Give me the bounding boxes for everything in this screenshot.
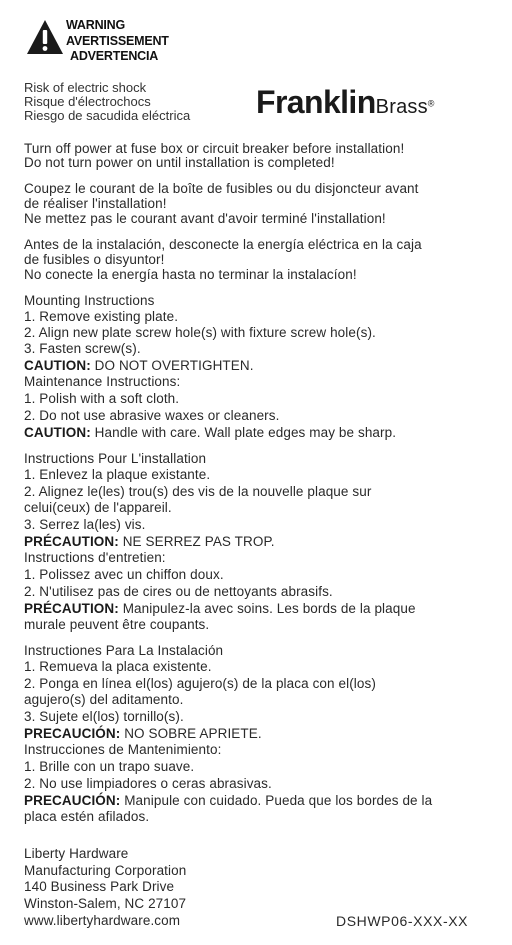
warning-label-es: ADVERTENCIA: [70, 49, 159, 63]
company-name: Manufacturing Corporation: [24, 863, 187, 878]
caution-line: [24, 793, 432, 809]
caution-label: PRECAUCIÓN:: [24, 726, 121, 741]
caution-line: [24, 534, 275, 550]
product-code: DSHWP06-XXX-XX: [336, 913, 469, 929]
fr-step: celui(ceux) de l'appareil.: [24, 500, 172, 515]
es-step: 2. Ponga en línea el(los) agujero(s) de la placa con el(los): [24, 676, 376, 691]
registered-mark: ®: [427, 98, 435, 109]
caution-label: CAUTION:: [24, 358, 91, 373]
caution-text: Manipule con cuidado. Pueda que los bordes de la: [120, 793, 433, 808]
power-en-line: Do not turn power on until installation is completed!: [24, 155, 335, 170]
caution-line: [24, 358, 254, 374]
power-es-line: de fusibles o disyuntor!: [24, 252, 165, 267]
es-step: agujero(s) del aditamento.: [24, 692, 184, 707]
caution-line: [24, 601, 416, 617]
warning-label-en: WARNING: [66, 18, 126, 32]
fr-maintenance-step: 1. Polissez avec un chiffon doux.: [24, 567, 224, 582]
caution-text-cont: murale peuvent être coupants.: [24, 617, 210, 632]
power-fr-line: de réaliser l'installation!: [24, 196, 167, 211]
caution-label: PRÉCAUTION:: [24, 601, 119, 616]
fr-step: 1. Enlevez la plaque existante.: [24, 467, 211, 482]
power-es-line: No conecte la energía hasta no terminar la instalacíon!: [24, 267, 357, 282]
mounting-step: 3. Fasten screw(s).: [24, 341, 141, 356]
maintenance-step: 2. Do not use abrasive waxes or cleaners.: [24, 408, 280, 423]
caution-label: PRÉCAUTION:: [24, 534, 119, 549]
caution-text: Manipulez-la avec soins. Les bords de la plaque: [118, 601, 416, 616]
es-maintenance-title: Instrucciones de Mantenimiento:: [24, 742, 222, 757]
mounting-step: 1. Remove existing plate.: [24, 309, 179, 324]
fr-maintenance-step: 2. N'utilisez pas de cires ou de nettoyants abrasifs.: [24, 584, 333, 599]
mounting-title: Mounting Instructions: [24, 293, 155, 308]
es-maintenance-step: 1. Brille con un trapo suave.: [24, 759, 195, 774]
maintenance-title: Maintenance Instructions:: [24, 374, 181, 389]
brand-name-light: Brass: [375, 96, 428, 118]
caution-text-cont: placa estén afilados.: [24, 809, 150, 824]
warning-label-fr: AVERTISSEMENT: [66, 34, 169, 48]
power-en-line: Turn off power at fuse box or circuit breaker before installation!: [24, 141, 405, 156]
caution-label: PRECAUCIÓN:: [24, 793, 121, 808]
caution-line: [24, 726, 262, 742]
power-fr-line: Coupez le courant de la boîte de fusibles ou du disjoncteur avant: [24, 181, 419, 196]
mounting-step: 2. Align new plate screw hole(s) with fixture screw hole(s).: [24, 325, 376, 340]
fr-step: 2. Alignez le(les) trou(s) des vis de la nouvelle plaque sur: [24, 484, 372, 499]
caution-label: CAUTION:: [24, 425, 91, 440]
es-maintenance-step: 2. No use limpiadores o ceras abrasivas.: [24, 776, 272, 791]
maintenance-step: 1. Polish with a soft cloth.: [24, 391, 180, 406]
power-fr-line: Ne mettez pas le courant avant d'avoir terminé l'installation!: [24, 211, 386, 226]
caution-line: [24, 425, 396, 441]
caution-text: Handle with care. Wall plate edges may be sharp.: [90, 425, 397, 440]
risk-text-en: Risk of electric shock: [24, 80, 147, 95]
power-es-line: Antes de la instalación, desconecte la energía eléctrica en la caja: [24, 237, 422, 252]
warning-triangle-icon: [26, 18, 64, 56]
risk-text-es: Riesgo de sacudida eléctrica: [24, 108, 191, 123]
brand-logo: [256, 84, 434, 121]
city-address: Winston-Salem, NC 27107: [24, 896, 187, 911]
es-title: Instructiones Para La Instalación: [24, 643, 224, 658]
es-step: 3. Sujete el(los) tornillo(s).: [24, 709, 184, 724]
fr-title: Instructions Pour L'installation: [24, 451, 207, 466]
fr-step: 3. Serrez la(les) vis.: [24, 517, 146, 532]
caution-text: NE SERREZ PAS TROP.: [118, 534, 275, 549]
brand-name-bold: Franklin: [256, 84, 376, 120]
caution-text: NO SOBRE APRIETE.: [120, 726, 262, 741]
caution-text: DO NOT OVERTIGHTEN.: [90, 358, 254, 373]
es-step: 1. Remueva la placa existente.: [24, 659, 212, 674]
fr-maintenance-title: Instructions d'entretien:: [24, 550, 166, 565]
website-link[interactable]: www.libertyhardware.com: [24, 913, 181, 928]
company-name: Liberty Hardware: [24, 846, 129, 861]
risk-text-fr: Risque d'électrochocs: [24, 94, 151, 109]
street-address: 140 Business Park Drive: [24, 879, 175, 894]
